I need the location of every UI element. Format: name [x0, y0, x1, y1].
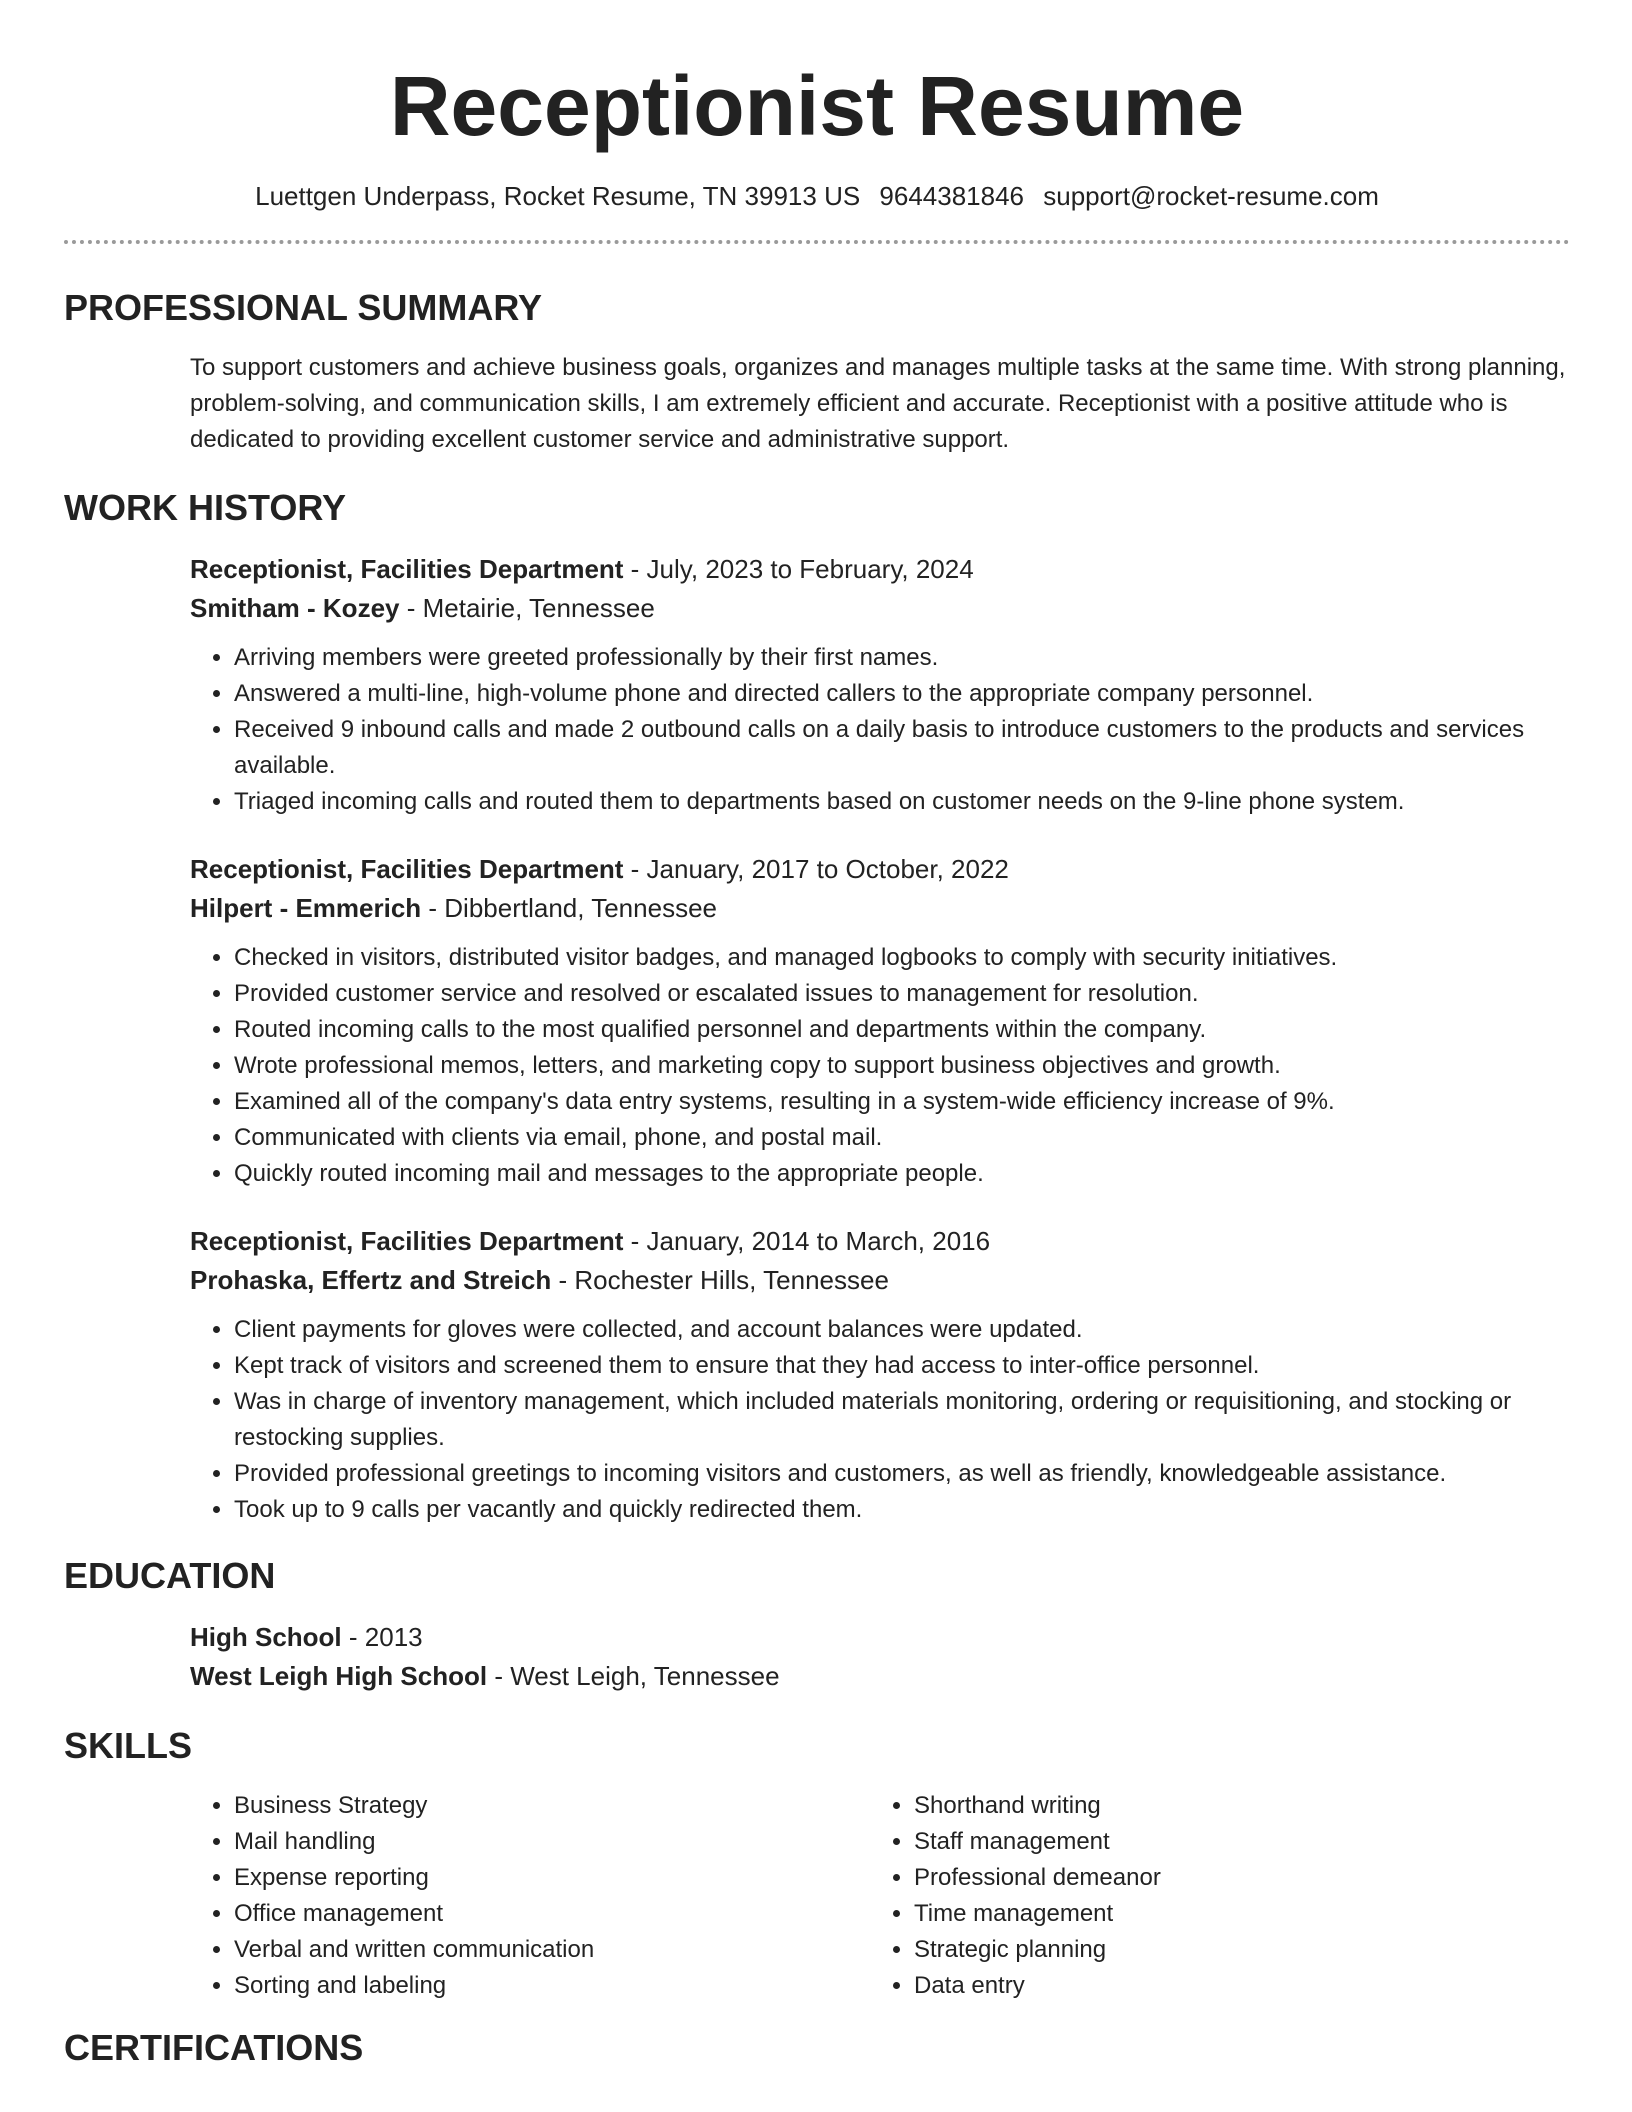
list-item: • Routed incoming calls to the most qualified personnel and departments within the company.	[234, 1012, 1570, 1048]
job-entry	[190, 1222, 1570, 1528]
contact-line	[64, 178, 1570, 214]
list-item: • Provided professional greetings to incoming visitors and customers, as well as friendly, knowledgeable assistance.	[234, 1456, 1570, 1492]
job-entry	[190, 850, 1570, 1192]
job-company: Prohaska, Effertz and Streich	[190, 1265, 552, 1295]
list-item: • Mail handling	[234, 1824, 870, 1860]
list-item: • Client payments for gloves were collected, and account balances were updated.	[234, 1312, 1570, 1348]
education-heading: EDUCATION	[64, 1555, 276, 1596]
header-divider	[64, 240, 1570, 244]
list-item: • Business Strategy	[234, 1788, 870, 1824]
job-company: Hilpert - Emmerich	[190, 893, 422, 923]
list-item: • Expense reporting	[234, 1860, 870, 1896]
education-section	[64, 1554, 1570, 1696]
work-heading: WORK HISTORY	[64, 487, 347, 528]
job-location: - Rochester Hills, Tennessee	[551, 1265, 889, 1295]
job-title: Receptionist, Facilities Department	[190, 554, 624, 584]
summary-heading: PROFESSIONAL SUMMARY	[64, 287, 543, 328]
list-item: • Took up to 9 calls per vacantly and quickly redirected them.	[234, 1492, 1570, 1528]
job-company: Smitham - Kozey	[190, 593, 400, 623]
list-item: • Checked in visitors, distributed visitor badges, and managed logbooks to comply with security initiatives.	[234, 940, 1570, 976]
list-item: • Communicated with clients via email, phone, and postal mail.	[234, 1120, 1570, 1156]
skills-section	[64, 1724, 1570, 2004]
education-year: - 2013	[341, 1622, 423, 1652]
list-item: • Answered a multi-line, high-volume phone and directed callers to the appropriate company personnel.	[234, 676, 1570, 712]
list-item: • Kept track of visitors and screened them to ensure that they had access to inter-office personnel.	[234, 1348, 1570, 1384]
summary-text: To support customers and achieve business goals, organizes and manages multiple tasks at the same time. With strong planning, problem-solving, and communication skills, I am extremely efficient and accurate. Receptionist with a positive attitude who is dedicated to providing excellent customer service and administrative support.	[190, 354, 1566, 453]
job-location: - Metairie, Tennessee	[399, 593, 655, 623]
job-dates: - July, 2023 to February, 2024	[623, 554, 974, 584]
list-item: • Triaged incoming calls and routed them to departments based on customer needs on the 9-line phone system.	[234, 784, 1570, 820]
list-item: • Time management	[914, 1896, 1550, 1932]
list-item: • Strategic planning	[914, 1932, 1550, 1968]
list-item: • Wrote professional memos, letters, and marketing copy to support business objectives and growth.	[234, 1048, 1570, 1084]
work-section	[64, 486, 1570, 1528]
job-bullets	[190, 940, 1570, 1192]
job-location: - Dibbertland, Tennessee	[421, 893, 717, 923]
job-title-line	[190, 550, 1570, 589]
list-item: • Provided customer service and resolved or escalated issues to management for resolution.	[234, 976, 1570, 1012]
job-dates: - January, 2014 to March, 2016	[623, 1226, 991, 1256]
job-company-line	[190, 889, 1570, 928]
contact-email: support@rocket-resume.com	[1043, 181, 1379, 211]
certifications-section	[64, 2026, 1570, 2070]
job-dates: - January, 2017 to October, 2022	[623, 854, 1009, 884]
skills-column-right	[870, 1788, 1550, 2004]
resume-title: Receptionist Resume	[389, 59, 1245, 153]
job-company-line	[190, 1261, 1570, 1300]
job-entry	[190, 550, 1570, 820]
list-item: • Professional demeanor	[914, 1860, 1550, 1896]
list-item: • Examined all of the company's data entry systems, resulting in a system-wide efficiency increase of 9%.	[234, 1084, 1570, 1120]
list-item: • Staff management	[914, 1824, 1550, 1860]
certifications-heading: CERTIFICATIONS	[64, 2027, 364, 2068]
list-item: • Quickly routed incoming mail and messages to the appropriate people.	[234, 1156, 1570, 1192]
job-bullets	[190, 1312, 1570, 1528]
list-item: • Was in charge of inventory management, which included materials monitoring, ordering or requisitioning, and stocking or restocking supplies.	[234, 1384, 1570, 1456]
summary-section	[64, 286, 1570, 458]
list-item: • Office management	[234, 1896, 870, 1932]
list-item: • Verbal and written communication	[234, 1932, 870, 1968]
resume-page	[64, 0, 1570, 2070]
skills-heading: SKILLS	[64, 1725, 193, 1766]
education-degree-line	[190, 1618, 1570, 1657]
job-title: Receptionist, Facilities Department	[190, 1226, 624, 1256]
contact-address: Luettgen Underpass, Rocket Resume, TN 39913 US	[255, 181, 861, 211]
education-location: - West Leigh, Tennessee	[487, 1661, 780, 1691]
education-degree: High School	[190, 1622, 342, 1652]
job-title: Receptionist, Facilities Department	[190, 854, 624, 884]
skills-grid	[190, 1788, 1570, 2004]
list-item: • Arriving members were greeted professionally by their first names.	[234, 640, 1570, 676]
job-bullets	[190, 640, 1570, 820]
job-title-line	[190, 850, 1570, 889]
skills-column-left	[190, 1788, 870, 2004]
job-title-line	[190, 1222, 1570, 1261]
list-item: • Sorting and labeling	[234, 1968, 870, 2004]
education-entry	[190, 1618, 1570, 1696]
list-item: • Shorthand writing	[914, 1788, 1550, 1824]
list-item: • Data entry	[914, 1968, 1550, 2004]
education-school-line	[190, 1657, 1570, 1696]
contact-phone: 9644381846	[879, 181, 1025, 211]
list-item: • Received 9 inbound calls and made 2 outbound calls on a daily basis to introduce customers to the products and services available.	[234, 712, 1570, 784]
job-company-line	[190, 589, 1570, 628]
education-school: West Leigh High School	[190, 1661, 488, 1691]
